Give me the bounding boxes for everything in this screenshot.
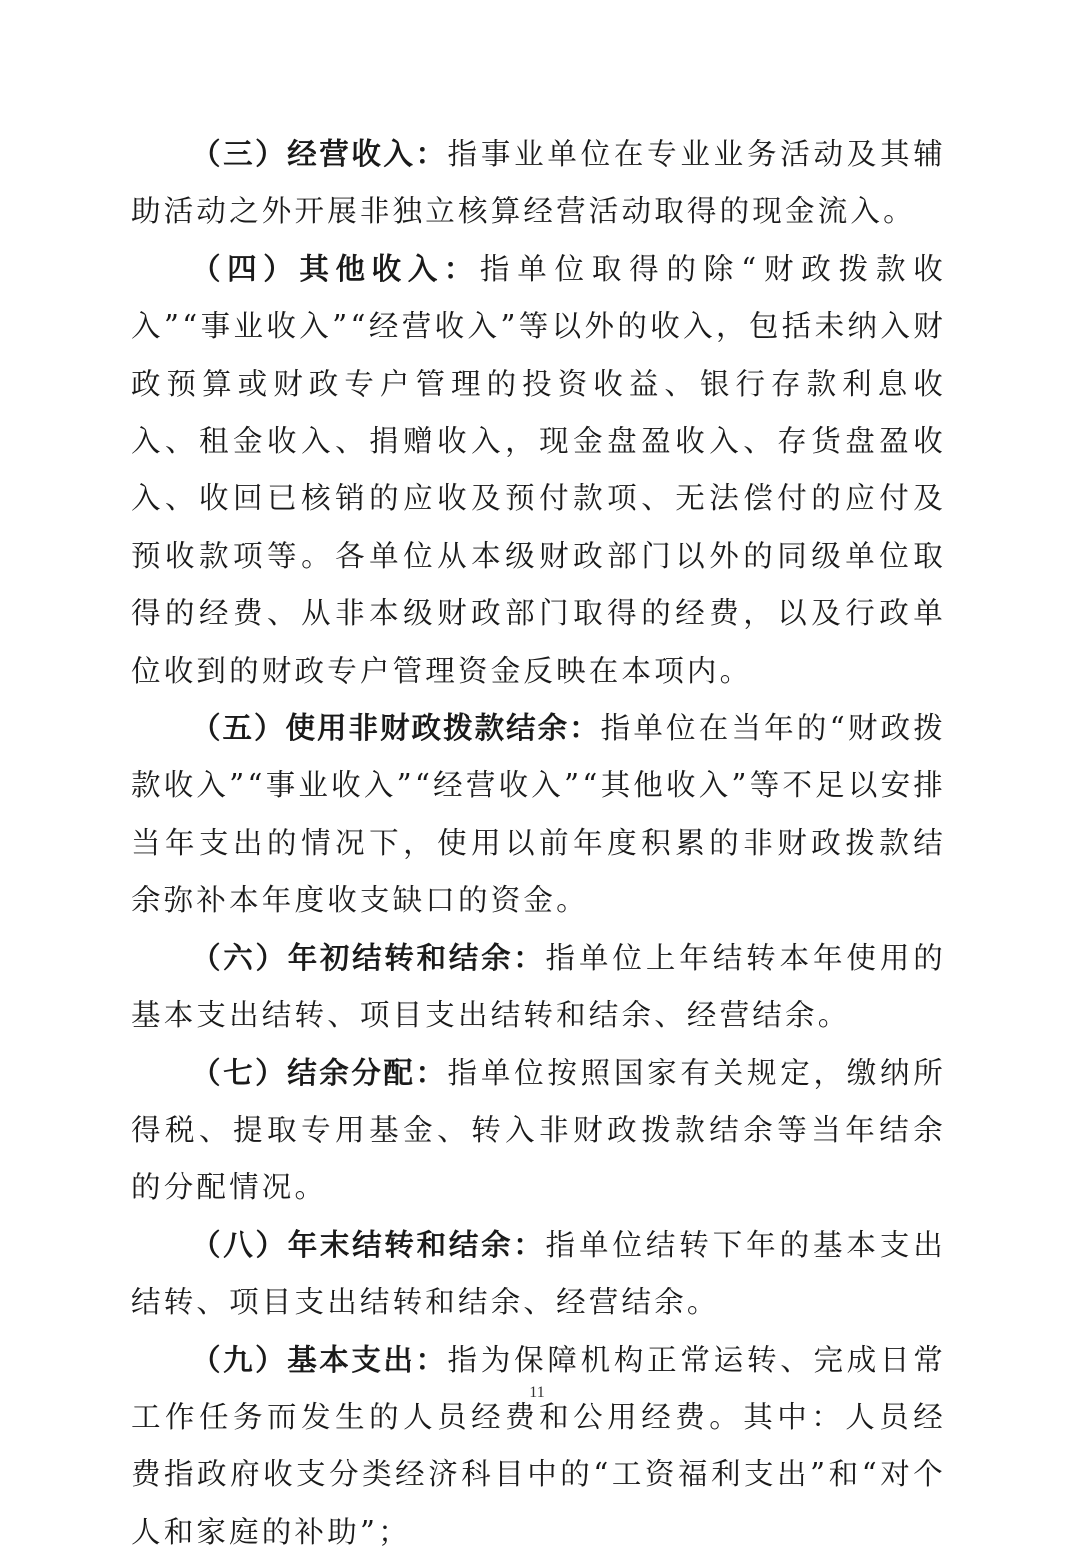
paragraph-text: 指单位上年结转本年使用的基本支出结转、项目支出结转和结余、经营结余。 [131,940,946,1033]
paragraph-text: 指单位结转下年的基本支出结转、项目支出结转和结余、经营结余。 [131,1227,946,1320]
paragraph-text: 指单位取得的除“财政拨款收入”“事业收入”“经营收入”等以外的收入，包括未纳入财政预算或财政专户管理的投资收益、银行存款利息收入、租金收入、捐赠收入，现金盘盈收入、存货盘盈收入、收回已核销的应收及预付款项、无法偿付的应付及预收款项等。各单位从本级财政部门以外的同级单位取得的经费、从非本级财政部门取得的经费，以及行政单位收到的财政专户管理资金反映在本项内。 [131,251,946,688]
paragraph-text: 指为保障机构正常运转、完成日常工作任务而发生的人员经费和公用经费。其中：人员经费指政府收支分类经济科目中的“工资福利支出”和“对个人和家庭的补助”； [131,1342,946,1549]
paragraph-heading: （八）年末结转和结余： [191,1227,546,1262]
paragraph-opening-carryover [131,930,946,1045]
paragraph-text: 指事业单位在专业业务活动及其辅助活动之外开展非独立核算经营活动取得的现金流入。 [131,137,946,229]
paragraph-operating-income [131,126,946,241]
paragraph-surplus-distribution [131,1045,946,1217]
document-body [131,126,946,1561]
paragraph-heading: （三）经营收入： [191,137,448,171]
paragraph-heading: （五）使用非财政拨款结余： [191,711,601,746]
paragraph-text: 指单位按照国家有关规定，缴纳所得税、提取专用基金、转入非财政拨款结余等当年结余的分配情况。 [131,1055,946,1205]
paragraph-heading: （四）其他收入： [191,251,480,286]
page-number: 11 [529,1384,545,1401]
paragraph-heading: （九）基本支出： [191,1342,448,1377]
paragraph-heading: （六）年初结转和结余： [191,940,546,975]
paragraph-other-income [131,241,946,700]
paragraph-basic-expenditure [131,1332,946,1561]
paragraph-heading: （七）结余分配： [191,1055,448,1090]
paragraph-text: 指单位在当年的“财政拨款收入”“事业收入”“经营收入”“其他收入”等不足以安排当年支出的情况下，使用以前年度积累的非财政拨款结余弥补本年度收支缺口的资金。 [131,711,946,918]
paragraph-non-fiscal-balance [131,700,946,930]
paragraph-closing-carryover [131,1217,946,1332]
